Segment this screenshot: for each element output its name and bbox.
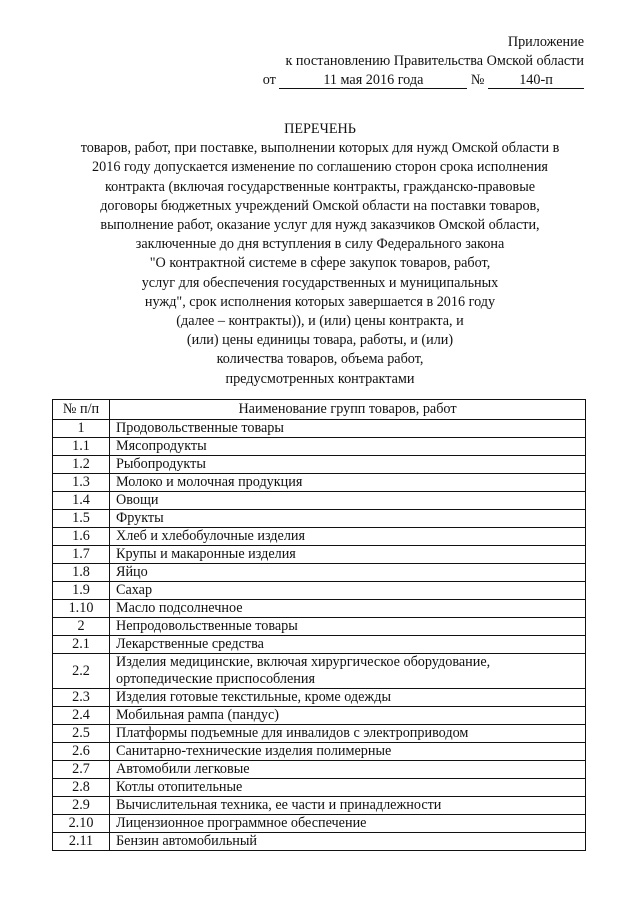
table-row xyxy=(53,815,586,833)
table-body xyxy=(53,420,586,851)
row-item-name: Продовольственные товары xyxy=(110,420,586,438)
table-row xyxy=(53,797,586,815)
document-heading xyxy=(40,120,600,389)
row-item-name: Фрукты xyxy=(110,510,586,528)
row-item-name: Котлы отопительные xyxy=(110,779,586,797)
heading-line: 2016 году допускается изменение по соглашению сторон срока исполнения xyxy=(92,159,548,176)
table-row xyxy=(53,420,586,438)
heading-line: нужд", срок исполнения которых завершается в 2016 году xyxy=(144,293,496,310)
row-number: 2.1 xyxy=(53,636,110,654)
table-row xyxy=(53,510,586,528)
heading-line: услуг для обеспечения государственных и муниципальных xyxy=(141,274,499,291)
table-row xyxy=(53,743,586,761)
row-number: 1.2 xyxy=(53,456,110,474)
row-number: 1.4 xyxy=(53,492,110,510)
row-number: 1.9 xyxy=(53,582,110,600)
row-number: 1.7 xyxy=(53,546,110,564)
table-header-row xyxy=(53,400,586,420)
heading-line: количества товаров, объема работ, xyxy=(216,351,424,368)
table-row xyxy=(53,707,586,725)
decree-date-number-line xyxy=(263,71,584,90)
row-number: 1.1 xyxy=(53,438,110,456)
goods-table xyxy=(52,399,586,851)
heading-line: (далее – контракты)), и (или) цены контракта, и xyxy=(176,313,464,330)
row-item-name: Непродовольственные товары xyxy=(110,618,586,636)
table-row xyxy=(53,564,586,582)
table-row xyxy=(53,456,586,474)
decree-date: 11 мая 2016 года xyxy=(279,73,467,89)
heading-line: (или) цены единицы товара, работы, и (или) xyxy=(186,332,454,349)
row-item-name: Санитарно-технические изделия полимерные xyxy=(110,743,586,761)
table-row xyxy=(53,438,586,456)
row-item-name: Платформы подъемные для инвалидов с электроприводом xyxy=(110,725,586,743)
row-item-name: Бензин автомобильный xyxy=(110,833,586,851)
table-row xyxy=(53,761,586,779)
table-row xyxy=(53,618,586,636)
row-number: 2.2 xyxy=(53,654,110,689)
appendix-decree-reference: к постановлению Правительства Омской области xyxy=(285,53,584,69)
decree-number: 140-п xyxy=(488,73,584,89)
column-header-name: Наименование групп товаров, работ xyxy=(110,400,586,420)
row-number: 1 xyxy=(53,420,110,438)
row-item-name: Лекарственные средства xyxy=(110,636,586,654)
row-item-name: Хлеб и хлебобулочные изделия xyxy=(110,528,586,546)
row-number: 2.6 xyxy=(53,743,110,761)
row-item-name: Мясопродукты xyxy=(110,438,586,456)
row-number: 2.4 xyxy=(53,707,110,725)
row-number: 2.7 xyxy=(53,761,110,779)
row-item-name: Молоко и молочная продукция xyxy=(110,474,586,492)
table-row xyxy=(53,492,586,510)
row-number: 1.8 xyxy=(53,564,110,582)
heading-line: предусмотренных контрактами xyxy=(225,370,415,387)
table-row xyxy=(53,725,586,743)
row-number: 2 xyxy=(53,618,110,636)
row-number: 2.5 xyxy=(53,725,110,743)
row-number: 1.3 xyxy=(53,474,110,492)
heading-line: заключенные до дня вступления в силу Федерального закона xyxy=(135,236,505,253)
table-row xyxy=(53,528,586,546)
row-number: 2.8 xyxy=(53,779,110,797)
row-item-name: Автомобили легковые xyxy=(110,761,586,779)
appendix-block xyxy=(263,33,584,90)
row-item-name: Крупы и макаронные изделия xyxy=(110,546,586,564)
table-row xyxy=(53,779,586,797)
row-number: 2.9 xyxy=(53,797,110,815)
row-item-name: Изделия медицинские, включая хирургическое оборудование, ортопедические приспособления xyxy=(110,654,586,689)
heading-line: "О контрактной системе в сфере закупок товаров, работ, xyxy=(149,255,491,272)
heading-line: контракта (включая государственные контракты, гражданско-правовые xyxy=(104,178,536,195)
table-row xyxy=(53,600,586,618)
number-label: № xyxy=(470,72,485,88)
row-number: 2.11 xyxy=(53,833,110,851)
row-number: 2.3 xyxy=(53,689,110,707)
from-label: от xyxy=(262,72,276,88)
table-row xyxy=(53,582,586,600)
appendix-title: Приложение xyxy=(507,34,584,50)
row-number: 2.10 xyxy=(53,815,110,833)
table-row xyxy=(53,833,586,851)
column-header-number: № п/п xyxy=(53,400,110,420)
table-row xyxy=(53,654,586,689)
table-row xyxy=(53,474,586,492)
table-row xyxy=(53,689,586,707)
heading-line: выполнение работ, оказание услуг для нужд заказчиков Омской области, xyxy=(100,217,540,234)
heading-line: договоры бюджетных учреждений Омской области на поставки товаров, xyxy=(100,197,540,214)
table-row xyxy=(53,546,586,564)
row-item-name: Сахар xyxy=(110,582,586,600)
row-item-name: Вычислительная техника, ее части и принадлежности xyxy=(110,797,586,815)
row-number: 1.6 xyxy=(53,528,110,546)
row-item-name: Изделия готовые текстильные, кроме одежды xyxy=(110,689,586,707)
heading-line: товаров, работ, при поставке, выполнении которых для нужд Омской области в xyxy=(80,140,560,157)
table-row xyxy=(53,636,586,654)
document-title: ПЕРЕЧЕНЬ xyxy=(284,121,356,137)
row-item-name: Лицензионное программное обеспечение xyxy=(110,815,586,833)
row-item-name: Рыбопродукты xyxy=(110,456,586,474)
row-item-name: Яйцо xyxy=(110,564,586,582)
row-item-name: Овощи xyxy=(110,492,586,510)
document-subtitle xyxy=(40,139,600,389)
row-number: 1.5 xyxy=(53,510,110,528)
row-item-name: Масло подсолнечное xyxy=(110,600,586,618)
row-number: 1.10 xyxy=(53,600,110,618)
row-item-name: Мобильная рампа (пандус) xyxy=(110,707,586,725)
